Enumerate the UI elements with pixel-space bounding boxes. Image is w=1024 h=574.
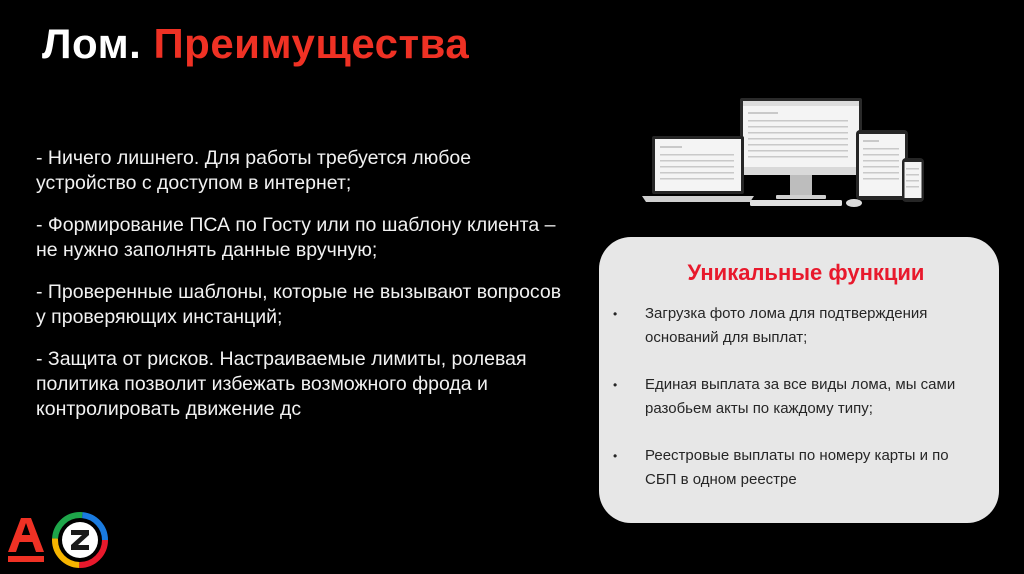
feature-text: Единая выплата за все виды лома, мы сами разобьем акты по каждому типу;: [645, 376, 956, 417]
z-logo-icon: [52, 512, 108, 568]
bullet-icon: •: [613, 307, 618, 321]
feature-item: [613, 444, 983, 492]
feature-text: Загрузка фото лома для подтверждения оснований для выплат;: [645, 305, 928, 346]
feature-item: [613, 302, 983, 350]
advantage-item: - Проверенные шаблоны, которые не вызывают вопросов у проверяющих инстанций;: [36, 281, 562, 328]
bullet-icon: •: [613, 378, 618, 392]
feature-item: [613, 373, 983, 421]
feature-text: Реестровые выплаты по номеру карты и по СБП в одном реестре: [645, 447, 949, 488]
title-accent: Преимущества: [153, 20, 470, 67]
advantage-item: - Ничего лишнего. Для работы требуется любое устройство с доступом в интернет;: [36, 147, 472, 194]
devices-mockup-icon: [640, 96, 930, 214]
advantage-item: - Формирование ПСА по Госту или по шаблону клиента – не нужно заполнять данные вручную;: [36, 214, 556, 261]
advantage-item: - Защита от рисков. Настраиваемые лимиты, ролевая политика позволит избежать возможного фрода и контролировать движение дс: [36, 348, 527, 420]
unique-features-card: [599, 237, 999, 523]
title-plain: Лом.: [42, 20, 142, 67]
bullet-icon: •: [613, 449, 618, 463]
card-title: Уникальные функции: [687, 260, 925, 285]
advantages-list: [36, 146, 566, 439]
slide-title: [42, 20, 469, 68]
features-list: [613, 302, 983, 515]
alfa-logo-icon: [6, 514, 46, 564]
